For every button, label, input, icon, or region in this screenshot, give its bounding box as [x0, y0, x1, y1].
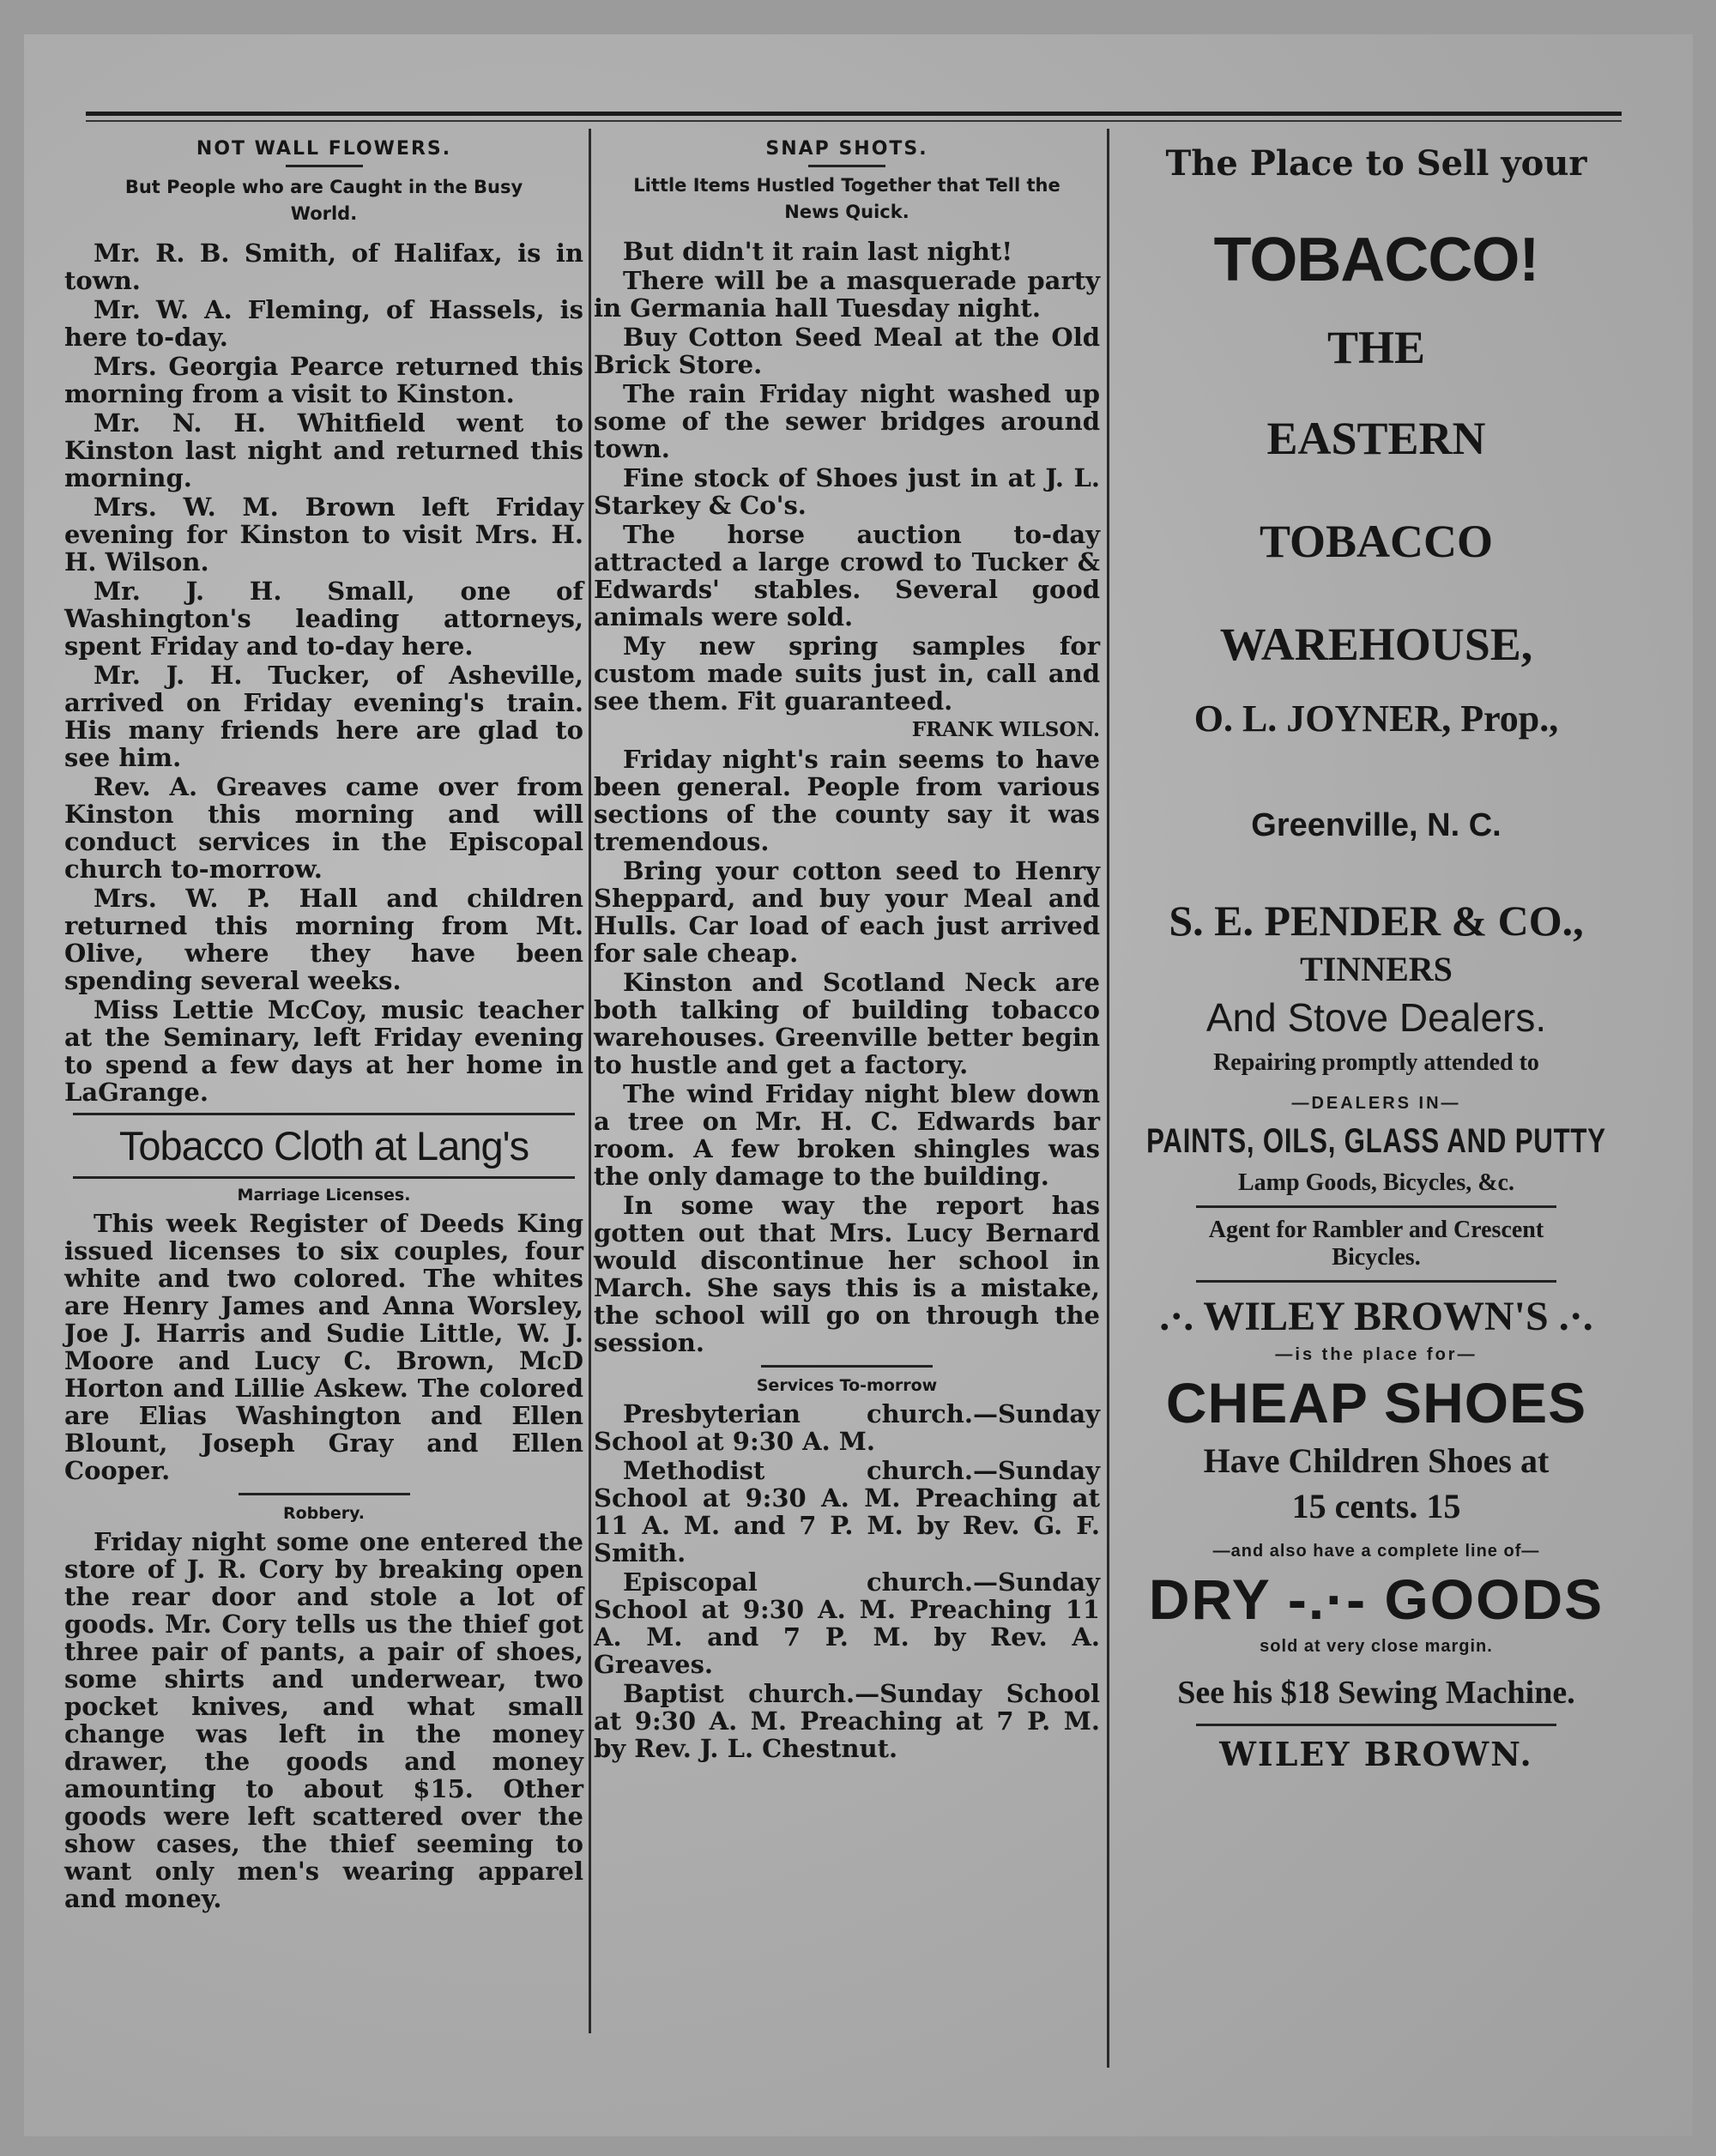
ad-tobacco2: TOBACCO [1259, 516, 1494, 567]
ad-warehouse: WAREHOUSE, [1219, 619, 1533, 670]
ad-agent: Agent for Rambler and Crescent Bicycles. [1208, 1217, 1544, 1271]
services-heading: Services To-morrow [756, 1376, 938, 1395]
signature: FRANK WILSON. [911, 718, 1100, 741]
news-item: Kinston and Scotland Neck are both talking of building tobacco warehouses. Greenville better begin to hustle and get a factory. [594, 968, 1100, 1079]
divider [1196, 1205, 1556, 1208]
news-item: The horse auction to-day attracted a large crowd to Tucker & Edwards' stables. Several good animals were sold. [594, 520, 1100, 631]
news-item: Mrs. W. M. Brown left Friday evening for Kinston to visit Mrs. H. H. Wilson. [64, 492, 583, 577]
divider [761, 1365, 933, 1368]
top-rule [86, 112, 1622, 116]
divider [239, 1493, 410, 1495]
ad-lamp-goods: Lamp Goods, Bicycles, &c. [1238, 1169, 1514, 1196]
ad-the: THE [1326, 322, 1426, 373]
section-heading: NOT WALL FLOWERS. [196, 138, 452, 160]
ad-wiley-brown-signature: WILEY BROWN. [1219, 1735, 1533, 1773]
divider [1196, 1724, 1556, 1726]
ad-paints: PAINTS, OILS, GLASS AND PUTTY [1146, 1122, 1606, 1160]
ad-tobacco: TOBACCO! [1213, 226, 1539, 294]
news-item: Rev. A. Greaves came over from Kinston this morning and will conduct services in the Episcopal church to-morrow. [64, 772, 583, 884]
top-rule-thin [86, 120, 1622, 122]
ad-eastern: EASTERN [1266, 413, 1486, 464]
news-item: Miss Lettie McCoy, music teacher at the Seminary, left Friday evening to spend a few days at her home in LaGrange. [64, 995, 583, 1107]
ad-stove-dealers: And Stove Dealers. [1205, 995, 1547, 1040]
divider [286, 165, 363, 167]
ad-also: —and also have a complete line of— [1212, 1542, 1540, 1561]
column-snap-shots [594, 133, 1100, 1764]
news-item: Mr. W. A. Fleming, of Hassels, is here to-day. [64, 295, 583, 352]
ad-place-for: —is the place for— [1275, 1345, 1477, 1364]
ad-children-shoes: Have Children Shoes at [1203, 1441, 1550, 1480]
divider [808, 165, 885, 167]
section-subheading: Little Items Hustled Together that Tell the News Quick. [633, 175, 1060, 222]
ad-price: 15 cents. 15 [1291, 1487, 1461, 1525]
news-item: Mr. J. H. Tucker, of Asheville, arrived on Friday evening's train. His many friends here are glad to see him. [64, 661, 583, 772]
news-item: The wind Friday night blew down a tree on Mr. H. C. Edwards bar room. A few broken shingles was the only damage to the building. [594, 1079, 1100, 1191]
ad-location: Greenville, N. C. [1251, 807, 1502, 843]
news-item: Fine stock of Shoes just in at J. L. Starkey & Co's. [594, 463, 1100, 520]
robbery-heading: Robbery. [283, 1504, 365, 1523]
service-item: Baptist church.—Sunday School at 9:30 A. M. Preaching at 7 P. M. by Rev. J. L. Chestnut. [594, 1679, 1100, 1763]
divider [73, 1176, 575, 1179]
news-item: Mrs. W. P. Hall and children returned this morning from Mt. Olive, where they have been spending several weeks. [64, 884, 583, 995]
news-item: Bring your cotton seed to Henry Sheppard, and buy your Meal and Hulls. Car load of each just arrived for sale cheap. [594, 856, 1100, 968]
news-item: There will be a masquerade party in Germania hall Tuesday night. [594, 266, 1100, 323]
news-item: Friday night's rain seems to have been general. People from various sections of the county say it was tremendous. [594, 745, 1100, 856]
ad-pender: S. E. PENDER & CO., [1169, 897, 1584, 945]
news-item: In some way the report has gotten out that Mrs. Lucy Bernard would discontinue her school in March. She says this is a mistake, the school will go on through the session. [594, 1191, 1100, 1357]
ad-proprietor: O. L. JOYNER, Prop., [1193, 698, 1559, 740]
news-item: But didn't it rain last night! [623, 237, 1013, 266]
column-separator-2 [1107, 129, 1109, 2068]
column-separator-1 [589, 129, 591, 2033]
column-advertisements [1114, 133, 1639, 1782]
ad-tinners: TINNERS [1300, 950, 1453, 988]
service-item: Episcopal church.—Sunday School at 9:30 A. M. Preaching 11 A. M. and 7 P. M. by Rev. A. Greaves. [594, 1567, 1100, 1679]
robbery-text: Friday night some one entered the store of J. R. Cory by breaking open the rear door and stole a lot of goods. Mr. Cory tells us the thief got three pair of pants, a pair of shoes, some shirts and underwear, two pocket knives, and what small change was left in the money drawer, the goods and money amounting to about $15. Other goods were left scattered over the show cases, the thief seeming to want only men's wearing apparel and money. [64, 1527, 583, 1913]
divider [73, 1113, 575, 1115]
marriage-heading: Marriage Licenses. [237, 1186, 411, 1205]
service-item: Presbyterian church.—Sunday School at 9:30 A. M. [594, 1399, 1100, 1456]
news-item: The rain Friday night washed up some of the sewer bridges around town. [594, 379, 1100, 463]
ad-margin: sold at very close margin. [1260, 1637, 1493, 1656]
news-item: Mr. J. H. Small, one of Washington's leading attorneys, spent Friday and to-day here. [64, 577, 583, 661]
news-item: Mr. N. H. Whitfield went to Kinston last night and returned this morning. [64, 408, 583, 492]
ad-repairing: Repairing promptly attended to [1213, 1049, 1539, 1076]
section-subheading: But People who are Caught in the Busy World. [124, 177, 523, 224]
news-item: Mrs. Georgia Pearce returned this morning from a visit to Kinston. [64, 352, 583, 408]
ad-headline: The Place to Sell your [1165, 143, 1587, 184]
service-item: Methodist church.—Sunday School at 9:30 A. M. Preaching at 11 A. M. and 7 P. M. by Rev. G. F. Smith. [594, 1456, 1100, 1567]
news-item: Mr. R. B. Smith, of Halifax, is in town. [64, 239, 583, 295]
news-item: My new spring samples for custom made suits just in, call and see them. Fit guaranteed. [594, 631, 1100, 716]
news-item: Buy Cotton Seed Meal at the Old Brick Store. [594, 323, 1100, 379]
ad-dry-goods: DRY -.·- GOODS [1148, 1567, 1604, 1631]
ad-cheap-shoes: CHEAP SHOES [1165, 1371, 1587, 1434]
divider [1196, 1280, 1556, 1283]
section-heading: SNAP SHOTS. [765, 138, 928, 160]
tobacco-cloth-ad: Tobacco Cloth at Lang's [118, 1123, 529, 1169]
column-personals [64, 133, 583, 1914]
ad-wiley-browns: .·. WILEY BROWN'S .·. [1159, 1294, 1593, 1339]
ad-dealers-in: —DEALERS IN— [1291, 1094, 1461, 1113]
marriage-text: This week Register of Deeds King issued licenses to six couples, four white and two colored. The whites are Henry James and Anna Worsley, Joe J. Harris and Sudie Little, W. J. Moore and Lucy C. Brown, McD Horton and Lillie Askew. The colored are Elias Washington and Ellen Blount, Joseph Gray and Ellen Cooper. [64, 1209, 583, 1485]
ad-sewing-machine: See his $18 Sewing Machine. [1177, 1675, 1575, 1711]
